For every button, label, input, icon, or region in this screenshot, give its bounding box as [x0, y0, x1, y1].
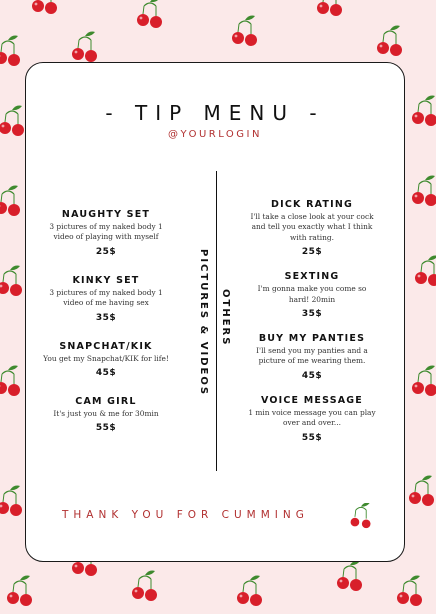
- item-price: 55$: [301, 432, 323, 443]
- item-description: I'll send you my panties and a picture of me wearing them.: [256, 346, 368, 366]
- menu-item: [36, 341, 176, 378]
- menu-item: [242, 199, 382, 257]
- footer-thanks: THANK YOU FOR CUMMING: [62, 509, 309, 521]
- tip-menu-card: [25, 62, 405, 562]
- item-name: BUY MY PANTIES: [258, 333, 366, 345]
- cherry-icon: [348, 503, 374, 529]
- menu-item: [242, 395, 382, 443]
- item-name: KINKY SET: [72, 274, 140, 286]
- item-description: I'm gonna make you come so hard! 20min: [257, 284, 367, 304]
- left-menu-column: [36, 209, 176, 451]
- menu-item: [36, 275, 176, 323]
- item-description: 3 pictures of my naked body 1 video of playing with myself: [49, 222, 163, 242]
- item-name: CAM GIRL: [75, 396, 137, 408]
- menu-item: [242, 271, 382, 319]
- menu-item: [242, 333, 382, 381]
- item-price: 45$: [301, 370, 323, 381]
- right-menu-column: [242, 199, 382, 457]
- item-description: It's just you & me for 30min: [53, 409, 159, 419]
- item-description: You get my Snapchat/KIK for life!: [43, 353, 169, 363]
- page-title: - TIP MENU -: [105, 101, 325, 125]
- item-description: 1 min voice message you can play over and over...: [248, 407, 376, 428]
- item-price: 25$: [301, 247, 323, 258]
- item-name: SEXTING: [284, 271, 340, 283]
- item-name: VOICE MESSAGE: [260, 394, 363, 406]
- item-price: 55$: [95, 423, 117, 434]
- item-name: SNAPCHAT/KIK: [59, 340, 153, 352]
- item-name: DICK RATING: [271, 199, 353, 210]
- others-label: OTHERS: [220, 289, 231, 347]
- pictures-videos-label: PICTURES & VIDEOS: [198, 249, 209, 397]
- item-description: I'll take a close look at your cock and tell you exactly what I think with rating.: [250, 212, 374, 242]
- menu-item: [36, 396, 176, 433]
- column-divider: [216, 171, 217, 471]
- item-price: 35$: [95, 312, 117, 323]
- item-price: 25$: [95, 246, 117, 257]
- item-price: 45$: [95, 368, 117, 379]
- login-handle: @YOURLOGIN: [168, 129, 262, 140]
- item-price: 35$: [301, 309, 323, 320]
- item-name: NAUGHTY SET: [61, 209, 151, 220]
- menu-item: [36, 209, 176, 257]
- item-description: 3 pictures of my naked body 1 video of me having sex: [49, 287, 163, 308]
